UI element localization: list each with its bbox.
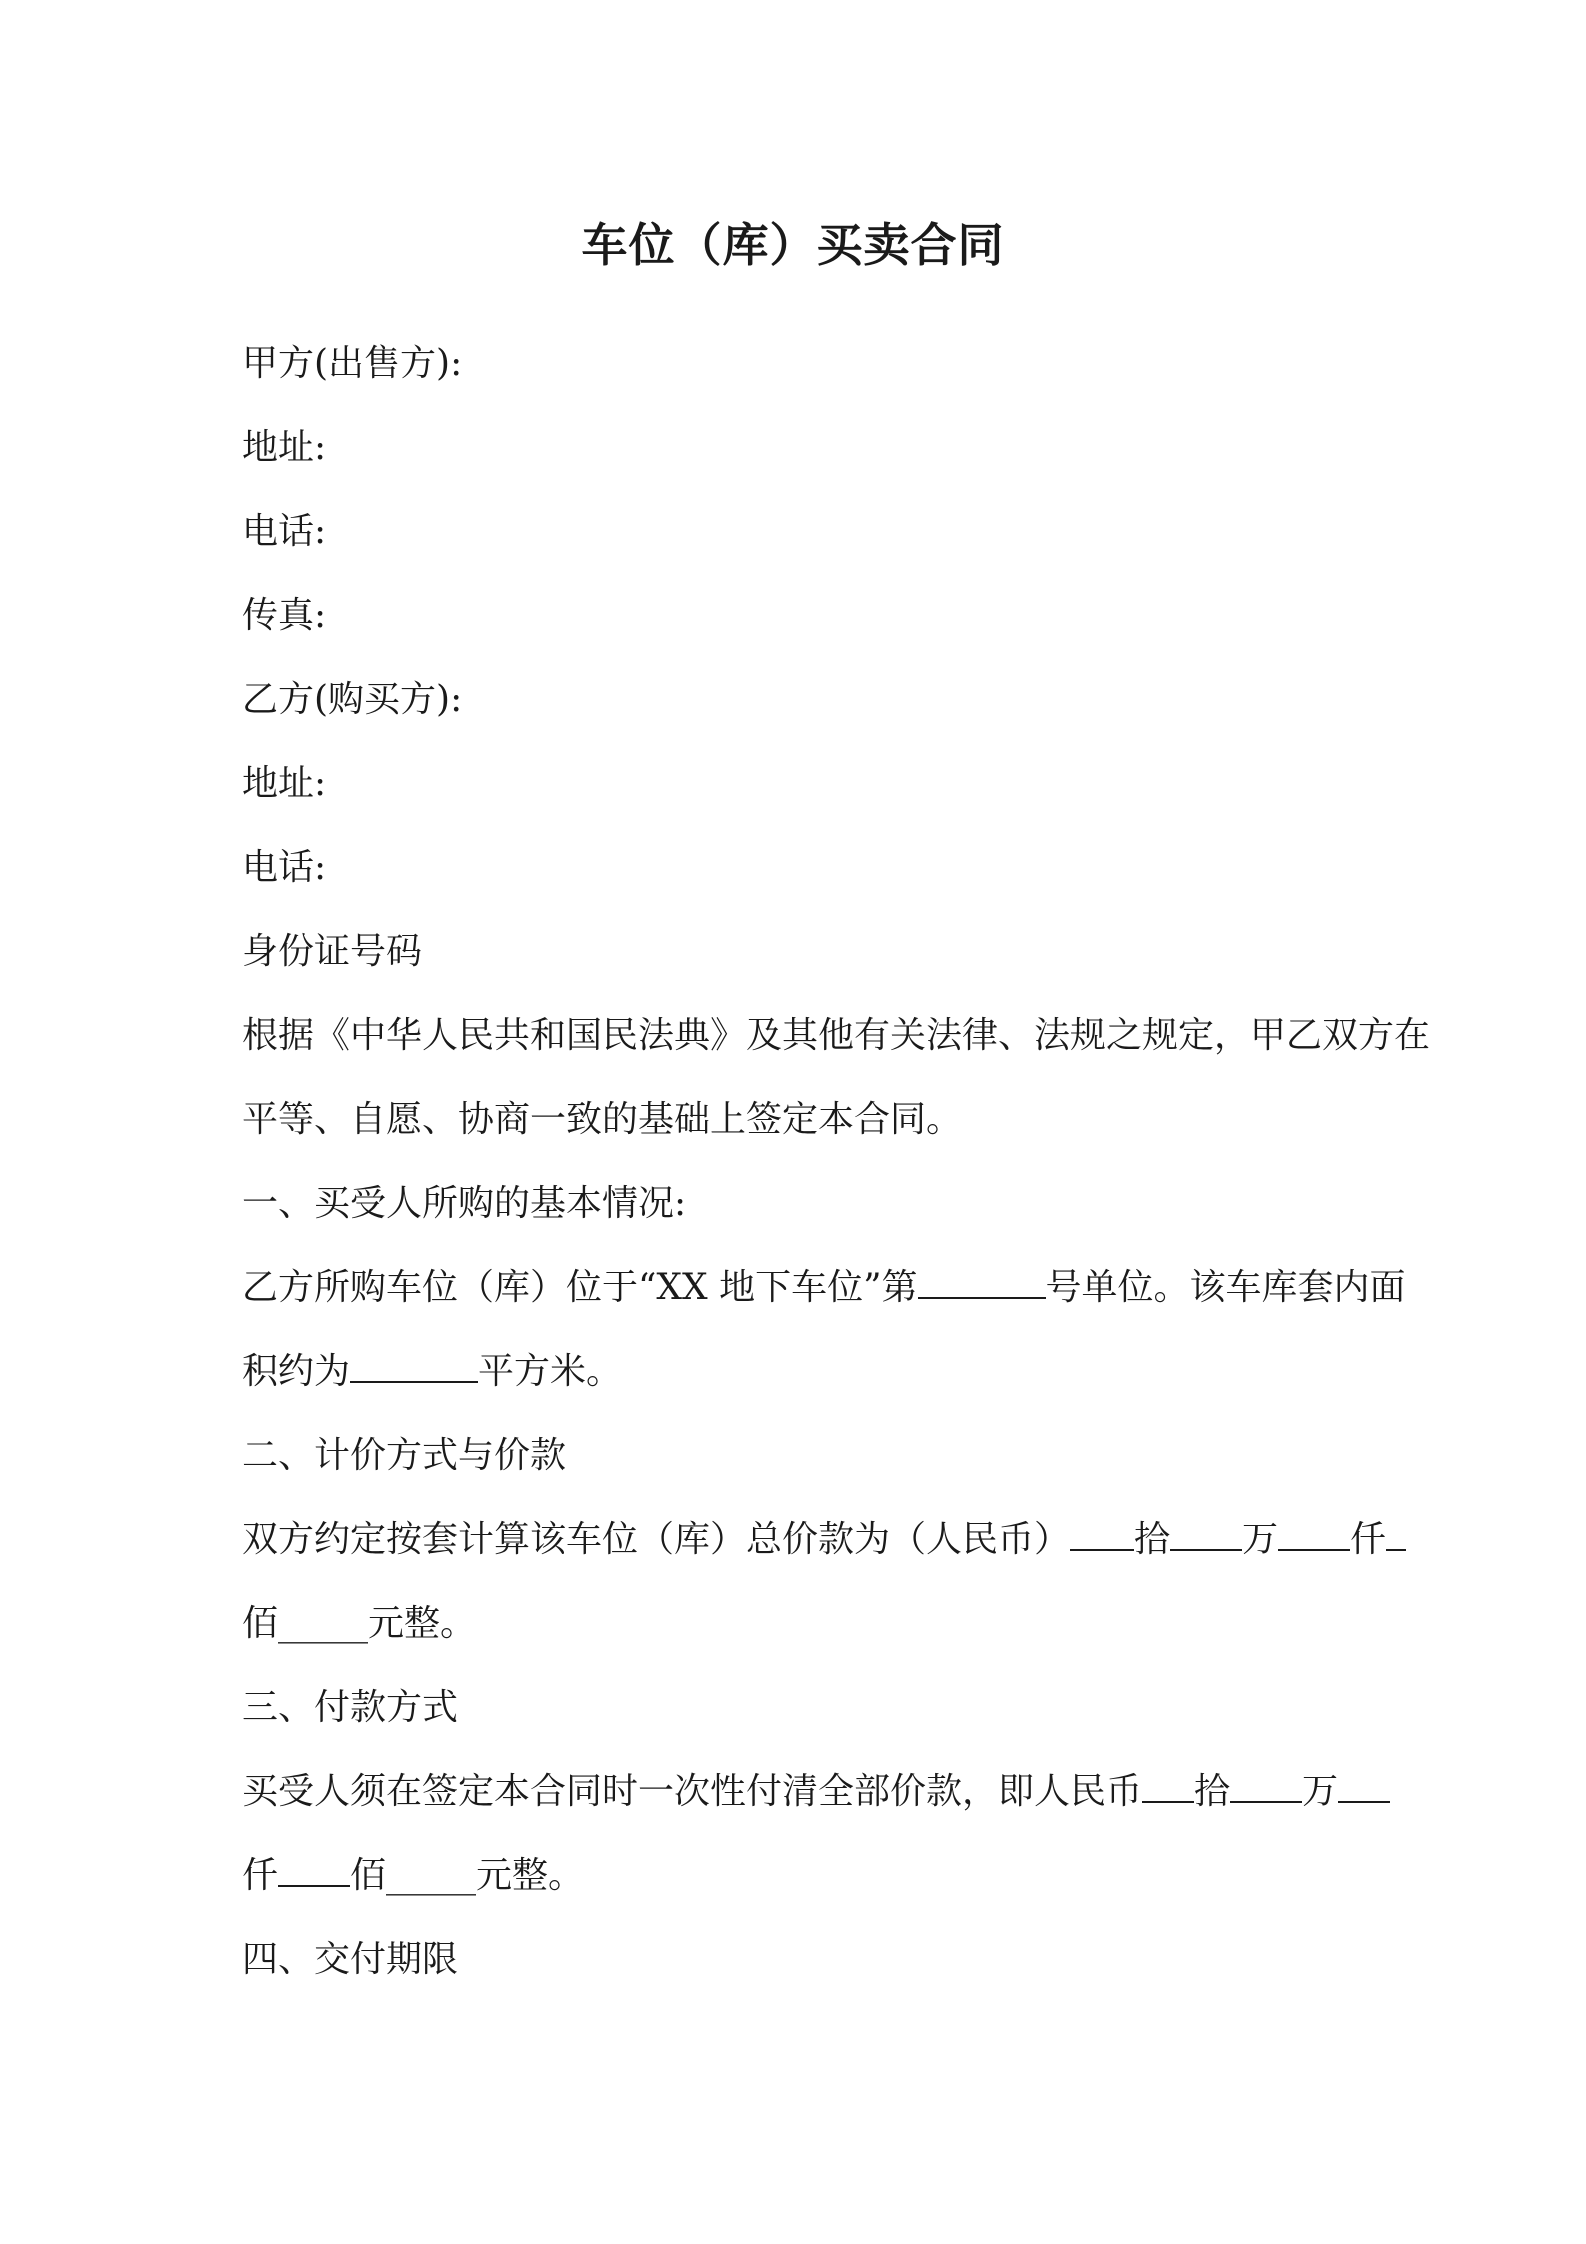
payment-blank-shi xyxy=(1142,1755,1194,1803)
section-1-area-unit: 平方米。 xyxy=(478,1351,623,1392)
party-b-phone-label: 电话: xyxy=(242,847,327,888)
section-3-yuan: 佰_____元整。 xyxy=(350,1855,585,1896)
payment-blank-qian xyxy=(1338,1755,1390,1803)
unit-bai: 佰 xyxy=(242,1603,279,1644)
unit-qian: 仟 xyxy=(242,1855,279,1896)
section-3-heading: 三、付款方式 xyxy=(242,1687,459,1728)
section-2-line-2 xyxy=(242,1582,1482,1666)
price-blank-qian xyxy=(1278,1503,1350,1551)
unit-wan: 万 xyxy=(1302,1771,1339,1812)
section-1-line-2 xyxy=(242,1330,1482,1414)
price-blank-wan xyxy=(1170,1503,1242,1551)
document-title: 车位（库）买卖合同 xyxy=(581,218,1005,272)
unit-wan: 万 xyxy=(1242,1519,1279,1560)
section-4-heading: 四、交付期限 xyxy=(242,1939,459,1980)
party-b-address-label: 地址: xyxy=(242,763,327,804)
section-1-area-text: 积约为 xyxy=(242,1351,351,1392)
payment-blank-wan xyxy=(1230,1755,1302,1803)
party-a-phone-label: 电话: xyxy=(242,511,327,552)
document-body xyxy=(242,322,1482,2002)
section-2-yuan: _____元整。 xyxy=(278,1603,477,1644)
unit-shi: 拾 xyxy=(1194,1771,1231,1812)
price-blank-bai xyxy=(1386,1503,1406,1551)
unit-shi: 拾 xyxy=(1134,1519,1171,1560)
section-1-line-1 xyxy=(242,1246,1482,1330)
party-a-address-label: 地址: xyxy=(242,427,327,468)
section-3-line-2 xyxy=(242,1834,1482,1918)
party-a-label: 甲方(出售方): xyxy=(242,343,463,384)
unit-qian: 仟 xyxy=(1350,1519,1387,1560)
section-2-line-1 xyxy=(242,1498,1482,1582)
party-b-label: 乙方(购买方): xyxy=(242,679,463,720)
payment-blank-bai xyxy=(278,1839,350,1887)
section-3-line-1 xyxy=(242,1750,1482,1834)
area-blank xyxy=(350,1335,478,1383)
section-1-text-a: 乙方所购车位（库）位于“XX 地下车位”第 xyxy=(242,1267,918,1308)
section-1-heading: 一、买受人所购的基本情况: xyxy=(242,1183,687,1224)
section-2-text-a: 双方约定按套计算该车位（库）总价款为（人民币） xyxy=(242,1519,1071,1560)
section-2-heading: 二、计价方式与价款 xyxy=(242,1435,567,1476)
preamble-line-1: 根据《中华人民共和国民法典》及其他有关法律、法规之规定，甲乙双方在 xyxy=(242,1015,1431,1056)
section-3-text-a: 买受人须在签定本合同时一次性付清全部价款，即人民币 xyxy=(242,1771,1143,1812)
price-blank-shi xyxy=(1070,1503,1134,1551)
party-a-fax-label: 传真: xyxy=(242,595,327,636)
preamble-line-2: 平等、自愿、协商一致的基础上签定本合同。 xyxy=(242,1099,963,1140)
section-1-text-b: 号单位。该车库套内面 xyxy=(1045,1267,1406,1308)
unit-number-blank xyxy=(918,1251,1046,1299)
party-b-id-label: 身份证号码 xyxy=(242,931,423,972)
